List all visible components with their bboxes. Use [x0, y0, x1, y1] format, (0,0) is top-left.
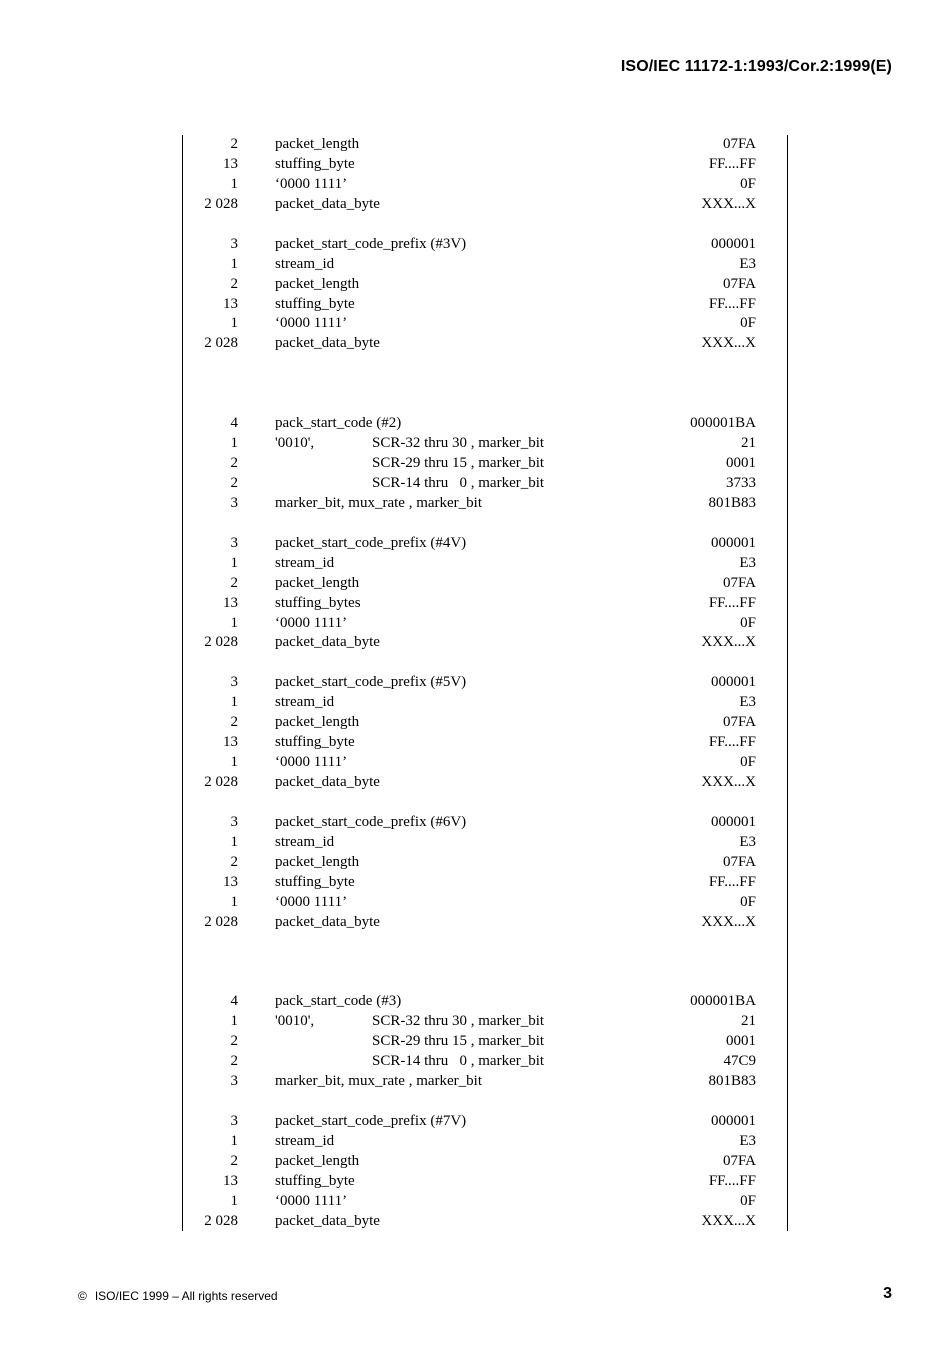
- field-value: E3: [739, 1132, 756, 1149]
- byte-count: 2 028: [204, 913, 238, 930]
- field-value: FF....FF: [708, 1172, 756, 1189]
- byte-count: 1: [230, 255, 238, 272]
- field-name: stuffing_byte: [275, 155, 355, 172]
- byte-count: 2: [230, 1033, 238, 1050]
- field-name: packet_data_byte: [275, 335, 380, 352]
- field-value: 07FA: [722, 853, 756, 870]
- field-value: 21: [741, 435, 756, 452]
- table-row: [195, 1152, 756, 1172]
- field-value: FF....FF: [708, 594, 756, 611]
- field-subname: SCR-14 thru 0 , marker_bit: [372, 1053, 545, 1070]
- page-number: 3: [883, 1285, 892, 1302]
- byte-count: 2: [230, 275, 238, 292]
- field-name: packet_start_code_prefix (#4V): [275, 534, 467, 551]
- field-name: packet_data_byte: [275, 913, 380, 930]
- field-value: 07FA: [722, 574, 756, 591]
- field-value: XXX...X: [701, 774, 756, 791]
- field-value: 000001: [711, 813, 756, 830]
- field-name: packet_data_byte: [275, 195, 380, 212]
- byte-count: 13: [223, 594, 238, 611]
- table-row: [195, 1132, 756, 1152]
- field-value: XXX...X: [701, 1212, 756, 1229]
- table-row: [195, 494, 756, 514]
- table-row: [195, 853, 756, 873]
- field-name: packet_length: [275, 275, 360, 292]
- field-name: stream_id: [275, 255, 335, 272]
- field-name: '0010',: [275, 435, 315, 452]
- table-row: [195, 175, 756, 195]
- byte-count: 3: [230, 674, 238, 691]
- byte-count: 2 028: [204, 634, 238, 651]
- field-value: 0001: [726, 1033, 756, 1050]
- group-spacer: [195, 933, 756, 993]
- table-row: [195, 554, 756, 574]
- table-row: [195, 773, 756, 793]
- byte-count: 3: [230, 534, 238, 551]
- table-row: [195, 574, 756, 594]
- bitstream-table: [195, 135, 756, 1232]
- field-value: 21: [741, 1013, 756, 1030]
- table-row: [195, 135, 756, 155]
- table-row: [195, 534, 756, 554]
- field-value: 07FA: [722, 1152, 756, 1169]
- field-subname: SCR-32 thru 30 , marker_bit: [372, 435, 545, 452]
- field-name: packet_start_code_prefix (#5V): [275, 674, 467, 691]
- field-value: E3: [739, 694, 756, 711]
- byte-count: 2: [230, 714, 238, 731]
- field-subname: SCR-29 thru 15 , marker_bit: [372, 455, 545, 472]
- field-value: 0F: [740, 1192, 756, 1209]
- field-value: 0F: [740, 754, 756, 771]
- field-name: packet_data_byte: [275, 634, 380, 651]
- table-row: [195, 314, 756, 334]
- field-name: packet_length: [275, 574, 360, 591]
- field-name: packet_data_byte: [275, 1212, 380, 1229]
- table-row: [195, 434, 756, 454]
- field-value: 801B83: [708, 494, 756, 511]
- field-name: packet_start_code_prefix (#7V): [275, 1113, 467, 1129]
- table-row: [195, 334, 756, 354]
- byte-count: 4: [230, 415, 238, 432]
- field-value: 3733: [726, 474, 756, 491]
- table-row: [195, 454, 756, 474]
- table-row: [195, 1212, 756, 1232]
- field-name: pack_start_code (#3): [275, 993, 402, 1010]
- table-row: [195, 633, 756, 653]
- byte-count: 1: [230, 315, 238, 332]
- field-name: stuffing_byte: [275, 734, 355, 751]
- field-name: '0010',: [275, 1013, 315, 1030]
- field-value: FF....FF: [708, 295, 756, 312]
- byte-count: 1: [230, 1132, 238, 1149]
- byte-count: 2 028: [204, 195, 238, 212]
- group-spacer: [195, 653, 756, 673]
- field-value: 0F: [740, 614, 756, 631]
- table-row: [195, 295, 756, 315]
- field-name: ‘0000 1111’: [275, 893, 348, 910]
- field-value: FF....FF: [708, 873, 756, 890]
- field-name: packet_length: [275, 714, 360, 731]
- field-value: 07FA: [722, 714, 756, 731]
- group-spacer: [195, 1092, 756, 1112]
- table-row: [195, 873, 756, 893]
- table-row: [195, 594, 756, 614]
- field-value: 0F: [740, 175, 756, 192]
- field-name: marker_bit, mux_rate , marker_bit: [275, 494, 483, 511]
- copyright-icon: ©: [78, 1289, 87, 1303]
- table-row: [195, 1112, 756, 1132]
- table-row: [195, 474, 756, 494]
- field-name: marker_bit, mux_rate , marker_bit: [275, 1073, 483, 1090]
- field-name: packet_length: [275, 853, 360, 870]
- byte-count: 2: [230, 853, 238, 870]
- table-row: [195, 155, 756, 175]
- table-row: [195, 1052, 756, 1072]
- byte-count: 1: [230, 893, 238, 910]
- table-row: [195, 693, 756, 713]
- field-value: 000001BA: [690, 415, 756, 432]
- field-name: packet_length: [275, 1152, 360, 1169]
- field-name: stream_id: [275, 1132, 335, 1149]
- field-value: 000001: [711, 1113, 756, 1129]
- document-header: ISO/IEC 11172-1:1993/Cor.2:1999(E): [620, 58, 892, 75]
- field-value: XXX...X: [701, 913, 756, 930]
- field-subname: SCR-29 thru 15 , marker_bit: [372, 1033, 545, 1050]
- field-name: stuffing_byte: [275, 1172, 355, 1189]
- field-name: stuffing_byte: [275, 873, 355, 890]
- field-name: stuffing_bytes: [275, 594, 361, 611]
- field-value: 47C9: [723, 1053, 756, 1070]
- byte-count: 13: [223, 155, 238, 172]
- table-row: [195, 833, 756, 853]
- table-row: [195, 1192, 756, 1212]
- byte-count: 3: [230, 235, 238, 252]
- table-row: [195, 1072, 756, 1092]
- field-value: 07FA: [722, 275, 756, 292]
- table-row: [195, 414, 756, 434]
- field-name: packet_length: [275, 136, 360, 152]
- field-value: 801B83: [708, 1073, 756, 1090]
- byte-count: 2: [230, 574, 238, 591]
- field-name: ‘0000 1111’: [275, 175, 348, 192]
- byte-count: 13: [223, 873, 238, 890]
- field-name: pack_start_code (#2): [275, 415, 402, 432]
- field-name: ‘0000 1111’: [275, 614, 348, 631]
- byte-count: 13: [223, 734, 238, 751]
- table-row: [195, 713, 756, 733]
- byte-count: 3: [230, 1073, 238, 1090]
- byte-count: 2: [230, 1053, 238, 1070]
- field-value: 0F: [740, 315, 756, 332]
- byte-count: 1: [230, 175, 238, 192]
- byte-count: 1: [230, 754, 238, 771]
- group-spacer: [195, 215, 756, 235]
- field-name: packet_data_byte: [275, 774, 380, 791]
- byte-count: 1: [230, 554, 238, 571]
- table-row: [195, 992, 756, 1012]
- byte-count: 3: [230, 1113, 238, 1129]
- field-value: FF....FF: [708, 155, 756, 172]
- byte-count: 1: [230, 833, 238, 850]
- group-spacer: [195, 793, 756, 813]
- table-row: [195, 673, 756, 693]
- field-value: 0001: [726, 455, 756, 472]
- byte-count: 2 028: [204, 335, 238, 352]
- field-name: ‘0000 1111’: [275, 1192, 348, 1209]
- field-value: 000001BA: [690, 993, 756, 1010]
- field-name: stream_id: [275, 694, 335, 711]
- field-value: E3: [739, 255, 756, 272]
- byte-count: 3: [230, 494, 238, 511]
- field-name: packet_start_code_prefix (#6V): [275, 813, 467, 830]
- field-value: XXX...X: [701, 335, 756, 352]
- byte-count: 2: [230, 136, 238, 152]
- field-value: 0F: [740, 893, 756, 910]
- field-value: 07FA: [722, 136, 756, 152]
- field-value: XXX...X: [701, 195, 756, 212]
- byte-count: 1: [230, 694, 238, 711]
- byte-count: 1: [230, 1192, 238, 1209]
- field-subname: SCR-14 thru 0 , marker_bit: [372, 474, 545, 491]
- byte-count: 2: [230, 1152, 238, 1169]
- table-row: [195, 733, 756, 753]
- field-name: stream_id: [275, 554, 335, 571]
- byte-count: 4: [230, 993, 238, 1010]
- table-row: [195, 614, 756, 634]
- field-value: 000001: [711, 674, 756, 691]
- field-value: XXX...X: [701, 634, 756, 651]
- field-value: FF....FF: [708, 734, 756, 751]
- field-name: stuffing_byte: [275, 295, 355, 312]
- byte-count: 1: [230, 614, 238, 631]
- copyright-text: ISO/IEC 1999 – All rights reserved: [94, 1289, 278, 1303]
- byte-count: 13: [223, 295, 238, 312]
- field-name: packet_start_code_prefix (#3V): [275, 235, 467, 252]
- field-value: 000001: [711, 235, 756, 252]
- field-value: 000001: [711, 534, 756, 551]
- field-value: E3: [739, 833, 756, 850]
- group-spacer: [195, 354, 756, 414]
- field-subname: SCR-32 thru 30 , marker_bit: [372, 1013, 545, 1030]
- table-row: [195, 913, 756, 933]
- table-row: [195, 893, 756, 913]
- byte-count: 3: [230, 813, 238, 830]
- byte-count: 2: [230, 474, 238, 491]
- table-row: [195, 255, 756, 275]
- table-row: [195, 195, 756, 215]
- field-name: stream_id: [275, 833, 335, 850]
- byte-count: 2: [230, 455, 238, 472]
- table-row: [195, 1172, 756, 1192]
- table-row: [195, 235, 756, 255]
- byte-count: 2 028: [204, 774, 238, 791]
- table-row: [195, 813, 756, 833]
- field-name: ‘0000 1111’: [275, 315, 348, 332]
- field-value: E3: [739, 554, 756, 571]
- field-name: ‘0000 1111’: [275, 754, 348, 771]
- group-spacer: [195, 514, 756, 534]
- byte-count: 13: [223, 1172, 238, 1189]
- byte-count: 1: [230, 435, 238, 452]
- table-row: [195, 1032, 756, 1052]
- footer-copyright: [78, 1289, 278, 1303]
- table-row: [195, 275, 756, 295]
- table-row: [195, 753, 756, 773]
- table-row: [195, 1012, 756, 1032]
- byte-count: 2 028: [204, 1212, 238, 1229]
- byte-count: 1: [230, 1013, 238, 1030]
